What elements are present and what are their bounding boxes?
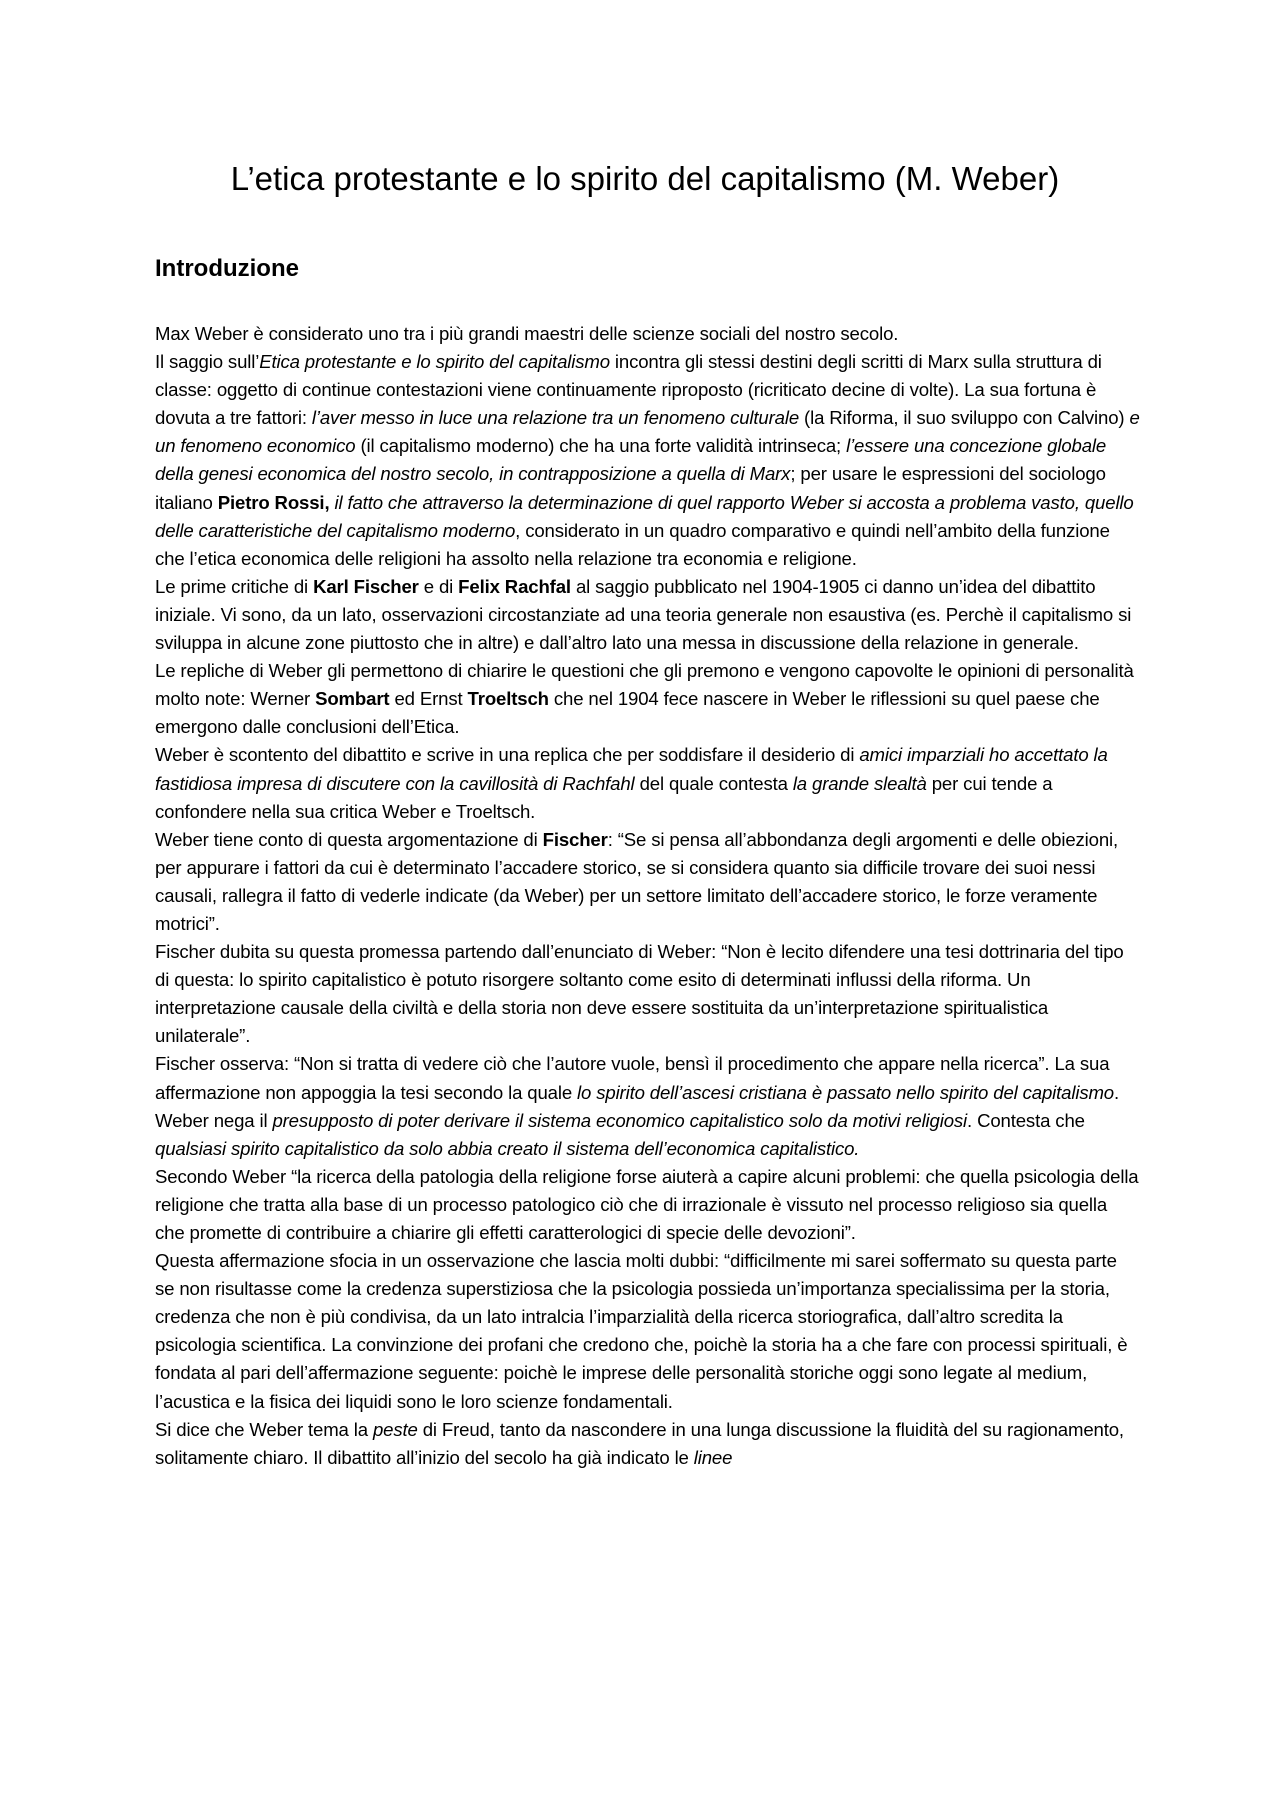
text-run: Fischer dubita su questa promessa partendo dall’enunciato di Weber: “Non è lecito difendere una tesi dottrinaria del tipo di questa: lo spirito capitalistico è potuto risorgere soltanto come esito di determinati influssi della riforma. Un interpretazione causale della civiltà e della storia non deve essere sostituita da un’interpretazione spiritualistica unilaterale”. — [155, 941, 1124, 1047]
body-paragraph — [155, 1247, 1140, 1416]
italic-text: il fatto che attraverso la determinazione di quel rapporto Weber si accosta a problema vasto, quello delle caratteristiche del capitalismo moderno — [155, 491, 1134, 541]
text-run: , considerato in un quadro comparativo e quindi nell’ambito della funzione che l’etica economica delle religioni ha assolto nella relazione tra economia e religione. — [155, 519, 1110, 569]
italic-text: amici imparziali ho accettato la fastidiosa impresa di discutere con la cavillosità di Rachfahl — [155, 744, 1108, 794]
body-paragraph — [155, 826, 1140, 938]
text-run: Weber è scontento del dibattito e scrive in una replica che per soddisfare il desiderio di — [155, 744, 860, 766]
body-paragraph — [155, 1107, 1140, 1163]
bold-text: Karl Fischer — [313, 575, 419, 597]
body-paragraph — [155, 1416, 1140, 1472]
text-run: Fischer osserva: “Non si tratta di vedere ciò che l’autore vuole, bensì il procedimento che appare nella ricerca”. La sua affermazione non appoggia la tesi secondo la quale — [155, 1053, 1110, 1103]
italic-text: qualsiasi spirito capitalistico da solo abbia creato il sistema dell’economica capitalistico. — [155, 1137, 860, 1159]
text-run: Le prime critiche di — [155, 575, 314, 597]
body-paragraph — [155, 320, 1140, 348]
text-run: che nel 1904 fece nascere in Weber le riflessioni su quel paese che emergono dalle conclusioni dell’Etica. — [155, 688, 1100, 738]
italic-text: presupposto di poter derivare il sistema economico capitalistico solo da motivi religiosi — [272, 1109, 968, 1131]
text-run: del quale contesta — [634, 772, 793, 794]
body-paragraph — [155, 938, 1140, 1050]
body-paragraph — [155, 1163, 1140, 1247]
text-run: Weber tiene conto di questa argomentazione di — [155, 828, 543, 850]
body-paragraph — [155, 741, 1140, 825]
bold-text: Troeltsch — [467, 688, 549, 710]
bold-text: Felix Rachfal — [458, 575, 571, 597]
italic-text: peste — [372, 1418, 418, 1440]
text-run: ed Ernst — [389, 688, 468, 710]
text-run: Max Weber è considerato uno tra i più grandi maestri delle scienze sociali del nostro secolo. — [155, 323, 899, 344]
italic-text: l’aver messo in luce una relazione tra un fenomeno culturale — [311, 407, 800, 429]
italic-text: linee — [693, 1446, 733, 1468]
text-run: (il capitalismo moderno) che ha una forte validità intrinseca; — [355, 435, 847, 457]
bold-text: Pietro Rossi, — [217, 491, 330, 513]
bold-text: Fischer — [542, 828, 608, 850]
text-run: Secondo Weber “la ricerca della patologia della religione forse aiuterà a capire alcuni problemi: che quella psicologia della religione che tratta alla base di un processo patologico ciò che di irrazionale è vissuto nel processo religioso sia quella che promette di contribuire a chiarire gli effetti caratterologici di specie delle devozioni”. — [155, 1165, 1139, 1243]
text-run: : “Se si pensa all’abbondanza degli argomenti e delle obiezioni, per appurare i fattori da cui è determinato l’accadere storico, se si considera quanto sia difficile trovare dei suoi nessi causali, rallegra il fatto di vederle indicate (da Weber) per un settore limitato dell’accadere storico, le forze veramente motrici”. — [155, 828, 1119, 934]
italic-text: la grande slealtà — [792, 772, 927, 794]
text-run: di Freud, tanto da nascondere in una lunga discussione la fluidità del su ragionamento, solitamente chiaro. Il dibattito all’inizio del secolo ha già indicato le — [155, 1418, 1124, 1468]
bold-text: Sombart — [315, 688, 390, 710]
text-run: . — [1114, 1081, 1120, 1103]
text-run: e di — [418, 575, 459, 597]
text-run: Weber nega il — [155, 1109, 273, 1131]
section-heading: Introduzione — [155, 255, 299, 282]
text-run: per cui tende a confondere nella sua critica Weber e Troeltsch. — [155, 772, 1053, 822]
document-body — [155, 320, 1140, 1472]
text-run: Il saggio sull’ — [155, 351, 260, 373]
italic-text: l’essere una concezione globale della genesi economica del nostro secolo, in contrapposizione a quella di Marx — [155, 435, 1107, 485]
italic-text: Etica protestante e lo spirito del capitalismo — [259, 351, 610, 373]
text-run: (la Riforma, il suo sviluppo con Calvino) — [799, 407, 1130, 429]
text-run: Si dice che Weber tema la — [155, 1418, 373, 1440]
text-run: . Contesta che — [967, 1109, 1085, 1131]
body-paragraph — [155, 573, 1140, 657]
italic-text: lo spirito dell’ascesi cristiana è passato nello spirito del capitalismo — [577, 1081, 1114, 1103]
text-run: Le repliche di Weber gli permettono di chiarire le questioni che gli premono e vengono capovolte le opinioni di personalità molto note: Werner — [155, 660, 1134, 710]
italic-text: e un fenomeno economico — [155, 407, 1140, 457]
text-run: incontra gli stessi destini degli scritti di Marx sulla struttura di classe: oggetto di continue contestazioni viene continuamente riproposto (ricriticato decine di volte). La sua fortuna è dovuta a tre fattori: — [155, 351, 1102, 429]
text-run: al saggio pubblicato nel 1904-1905 ci danno un’idea del dibattito iniziale. Vi sono, da un lato, osservazioni circostanziate ad una teoria generale non esaustiva (es. Perchè il capitalismo si sviluppa in alcune zone piuttosto che in altre) e dall’altro lato una messa in discussione della relazione in generale. — [155, 575, 1132, 654]
body-paragraph — [155, 348, 1140, 573]
body-paragraph — [155, 1050, 1140, 1106]
text-run: Questa affermazione sfocia in un osservazione che lascia molti dubbi: “difficilmente mi sarei soffermato su questa parte se non risultasse come la credenza superstiziosa che la psicologia possieda un’importanza specialissima per la storia, credenza che non è più condivisa, da un lato intralcia l’imparzialità della ricerca storiografica, dall’altro scredita la psicologia scientifica. La convinzione dei profani che credono che, poichè la storia ha a che fare con processi spirituali, è fondata al pari dell’affermazione seguente: poichè le imprese delle personalità storiche oggi sono legate al medium, l’acustica e la fisica dei liquidi sono le loro scienze fondamentali. — [155, 1250, 1128, 1412]
body-paragraph — [155, 657, 1140, 741]
document-title: L’etica protestante e lo spirito del capitalismo (M. Weber) — [230, 160, 1060, 197]
text-run: ; per usare le espressioni del sociologo italiano — [155, 463, 1106, 513]
